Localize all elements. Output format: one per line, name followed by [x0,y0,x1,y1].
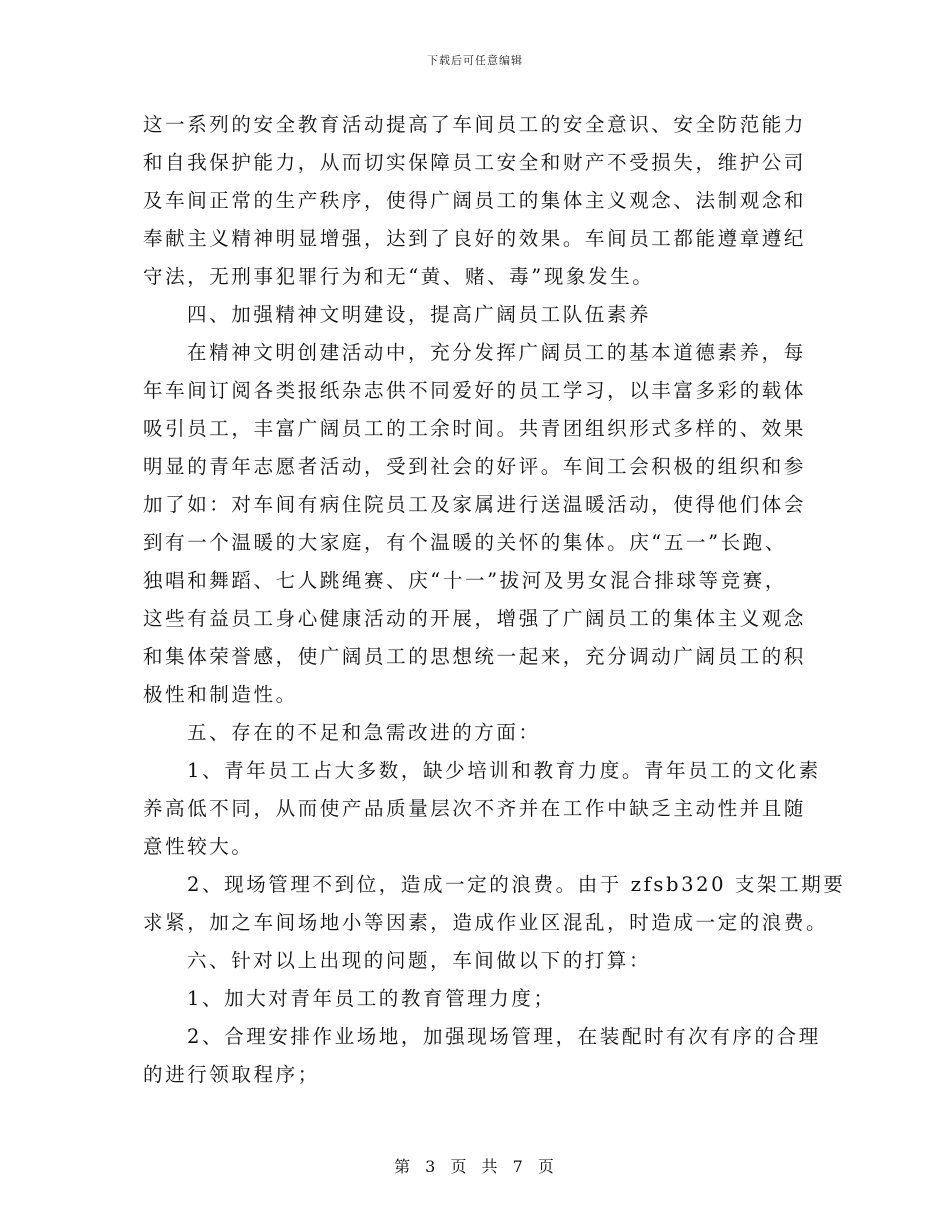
text-line: 吸引员工，丰富广阔员工的工余时间。共青团组织形式多样的、效果 [143,417,807,440]
text-line: 的进行领取程序； [143,1063,320,1086]
list-item-first-line: 2、合理安排作业场地，加强现场管理，在装配时有次有序的合理 [187,1025,821,1048]
section-heading: 六、针对以上出现的问题，车间做以下的打算： [187,949,652,972]
text-line: 和集体荣誉感，使广阔员工的思想统一起来，充分调动广阔员工的积 [143,645,807,668]
text-line: 奉献主义精神明显增强，达到了良好的效果。车间员工都能遵章遵纪 [143,227,807,250]
list-item-first-line: 1、加大对青年员工的教育管理力度； [187,987,556,1010]
text-line: 到有一个温暖的大家庭，有个温暖的关怀的集体。庆“五一”长跑、 [143,531,787,554]
text-line: 守法，无刑事犯罪行为和无“黄、赌、毒”现象发生。 [143,265,655,288]
section-heading: 四、加强精神文明建设，提高广阔员工队伍素养 [187,303,652,326]
text-line: 极性和制造性。 [143,683,298,706]
document-body [143,106,846,1094]
text-line: 及车间正常的生产秩序，使得广阔员工的集体主义观念、法制观念和 [143,189,807,212]
text-line: 养高低不同，从而使产品质量层次不齐并在工作中缺乏主动性并且随 [143,797,807,820]
paragraph-first-line: 在精神文明创建活动中，充分发挥广阔员工的基本道德素养，每 [187,341,806,364]
text-line: 加了如：对车间有病住院员工及家属进行送温暖活动，使得他们体会 [143,493,807,516]
list-item-first-line: 2、现场管理不到位，造成一定的浪费。由于 zfsb320 支架工期要 [187,873,846,896]
text-line: 年车间订阅各类报纸杂志供不同爱好的员工学习，以丰富多彩的载体 [143,379,807,402]
page-footer: 第 3 页 共 7 页 [394,1157,556,1176]
text-line: 和自我保护能力，从而切实保障员工安全和财产不受损失，维护公司 [143,151,807,174]
text-line: 意性较大。 [143,835,254,858]
text-line: 这些有益员工身心健康活动的开展，增强了广阔员工的集体主义观念 [143,607,807,630]
section-heading: 五、存在的不足和急需改进的方面： [187,721,541,744]
text-line: 明显的青年志愿者活动，受到社会的好评。车间工会积极的组织和参 [143,455,807,478]
text-line: 求紧，加之车间场地小等因素，造成作业区混乱，时造成一定的浪费。 [143,911,829,934]
text-line: 独唱和舞蹈、七人跳绳赛、庆“十一”拔河及男女混合排球等竞赛， [143,569,787,592]
text-line: 这一系列的安全教育活动提高了车间员工的安全意识、安全防范能力 [143,113,807,136]
list-item-first-line: 1、青年员工占大多数，缺少培训和教育力度。青年员工的文化素 [187,759,821,782]
page-header: 下载后可任意编辑 [427,54,523,67]
